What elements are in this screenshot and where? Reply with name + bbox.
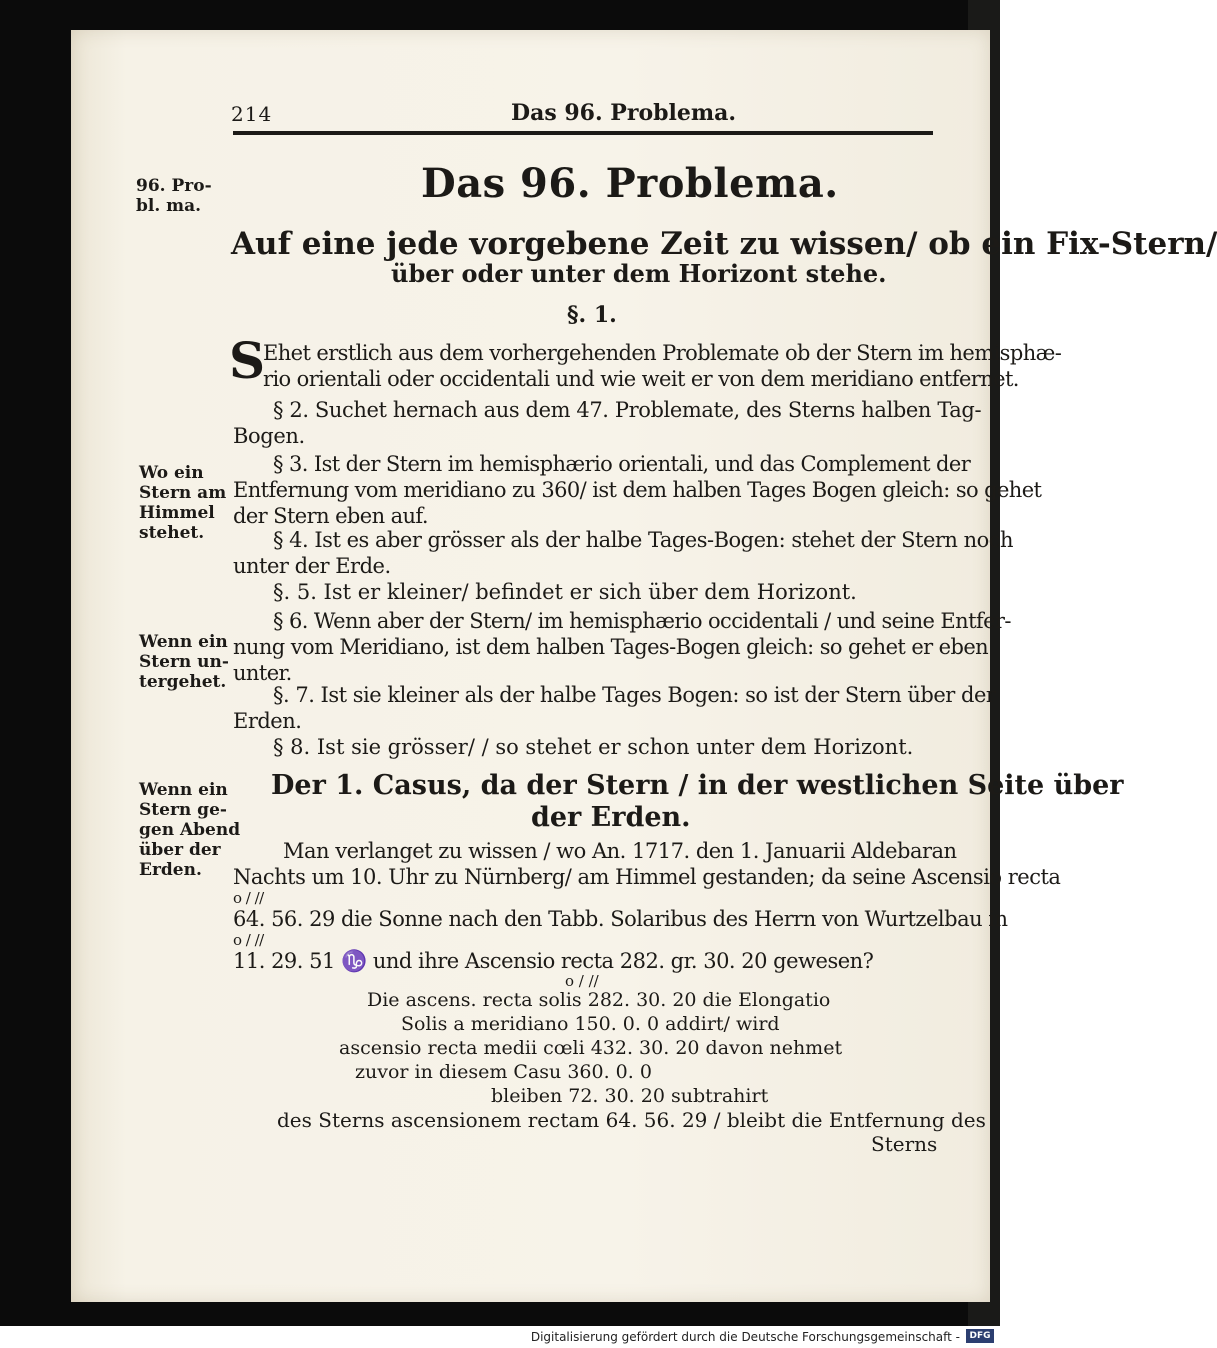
text-line: 64. 56. 29 die Sonne nach den Tabb. Solaribus des Herrn von Wurtzelbau in: [233, 907, 1008, 931]
dfg-logo: DFG: [966, 1329, 994, 1343]
margin-line: bl. ma.: [136, 196, 202, 216]
text-line: unter.: [233, 661, 292, 685]
margin-line: 96. Pro-: [136, 176, 212, 196]
calc-row: bleiben 72. 30. 20 subtrahirt: [491, 1085, 769, 1107]
footer-credit: Digitalisierung gefördert durch die Deutsche Forschungsgemeinschaft -: [530, 1330, 960, 1344]
calc-row: zuvor in diesem Casu 360. 0. 0: [355, 1061, 652, 1083]
paragraph-2: [233, 397, 981, 449]
text-line: Nachts um 10. Uhr zu Nürnberg/ am Himmel gestanden; da seine Ascensio recta: [233, 865, 1061, 889]
margin-line: Stern ge-: [139, 800, 227, 820]
margin-line: über der: [139, 840, 221, 860]
paragraph-7: [233, 682, 995, 734]
margin-line: Wenn ein: [139, 632, 228, 652]
margin-line: Wenn ein: [139, 780, 228, 800]
example-paragraph: [233, 838, 1060, 974]
paragraph-4: [233, 527, 1013, 579]
paragraph-8: [273, 734, 913, 760]
text-line: Bogen.: [233, 424, 305, 448]
margin-line: Stern am: [139, 483, 227, 503]
margin-line: Erden.: [139, 860, 202, 880]
text-line: § 3. Ist der Stern im hemisphærio orientali, und das Complement der: [273, 452, 971, 476]
margin-note-star-west: [139, 780, 240, 880]
text-line: rio orientali oder occidentali und wie weit er von dem meridiano entfernet.: [263, 367, 1019, 391]
page-number: 214: [231, 102, 273, 126]
margin-line: Wo ein: [139, 463, 204, 483]
degree-marks: o / //: [233, 931, 264, 949]
margin-line: gen Abend: [139, 820, 241, 840]
text-line: unter der Erde.: [233, 554, 391, 578]
calc-row-final: des Sterns ascensionem rectam 64. 56. 29 / bleibt die Entfernung des: [277, 1108, 986, 1132]
text-line: Entfernung vom meridiano zu 360/ ist dem halben Tages Bogen gleich: so gehet: [233, 478, 1042, 502]
subtitle-line-2: über oder unter dem Horizont stehe.: [391, 259, 887, 288]
text-line: nung vom Meridiano, ist dem halben Tages-Bogen gleich: so gehet er eben: [233, 635, 989, 659]
margin-note-problem: [136, 176, 212, 216]
margin-line: stehet.: [139, 523, 205, 543]
paragraph-3: [233, 451, 1041, 529]
subtitle-line-1: Auf eine jede vorgebene Zeit zu wissen/ ob ein Fix-Stern/: [231, 226, 1217, 262]
paragraph-5: [273, 579, 857, 605]
paragraph-1: [263, 340, 1061, 392]
drop-cap: S: [229, 331, 266, 390]
calc-degree-head: o / //: [565, 972, 599, 990]
text-line: Ehet erstlich aus dem vorhergehenden Problemate ob der Stern im hemisphæ-: [263, 341, 1062, 365]
catchword: Sterns: [871, 1132, 938, 1156]
text-line: Man verlanget zu wissen / wo An. 1717. den 1. Januarii Aldebaran: [283, 839, 957, 863]
text-line: § 6. Wenn aber der Stern/ im hemisphærio occidentali / und seine Entfer-: [273, 609, 1011, 633]
calc-row: Die ascens. recta solis 282. 30. 20 die Elongatio: [367, 989, 831, 1011]
text-line: § 2. Suchet hernach aus dem 47. Problemate, des Sterns halben Tag-: [273, 398, 982, 422]
calc-row: Solis a meridiano 150. 0. 0 addirt/ wird: [401, 1013, 780, 1035]
text-line: §. 7. Ist sie kleiner als der halbe Tages Bogen: so ist der Stern über der: [273, 683, 996, 707]
running-head: Das 96. Problema.: [511, 100, 737, 126]
section-mark: §. 1.: [567, 302, 617, 328]
margin-line: Stern un-: [139, 652, 229, 672]
margin-note-star-in-sky: [139, 463, 226, 543]
calculation-block: [339, 988, 843, 1108]
text-line: §. 5. Ist er kleiner/ befindet er sich über dem Horizont.: [273, 580, 857, 604]
margin-line: Himmel: [139, 503, 215, 523]
degree-marks: o / //: [233, 889, 264, 907]
case-heading-line-2: der Erden.: [531, 802, 691, 833]
text-line: 11. 29. 51 ♑ und ihre Ascensio recta 282. gr. 30. 20 gewesen?: [233, 949, 874, 973]
text-line: der Stern eben auf.: [233, 504, 428, 528]
header-rule: [233, 131, 933, 135]
text-line: § 8. Ist sie grösser/ / so stehet er schon unter dem Horizont.: [273, 735, 914, 759]
margin-note-star-setting: [139, 632, 229, 692]
text-line: § 4. Ist es aber grösser als der halbe Tages-Bogen: stehet der Stern noch: [273, 528, 1014, 552]
text-line: Erden.: [233, 709, 302, 733]
page-title: Das 96. Problema.: [421, 160, 839, 207]
case-heading-line-1: Der 1. Casus, da der Stern / in der westlichen Seite über: [271, 770, 1124, 801]
calc-row: ascensio recta medii cœli 432. 30. 20 davon nehmet: [339, 1037, 843, 1059]
paragraph-6: [233, 608, 1011, 686]
book-page: [71, 30, 1217, 1302]
margin-line: tergehet.: [139, 672, 227, 692]
